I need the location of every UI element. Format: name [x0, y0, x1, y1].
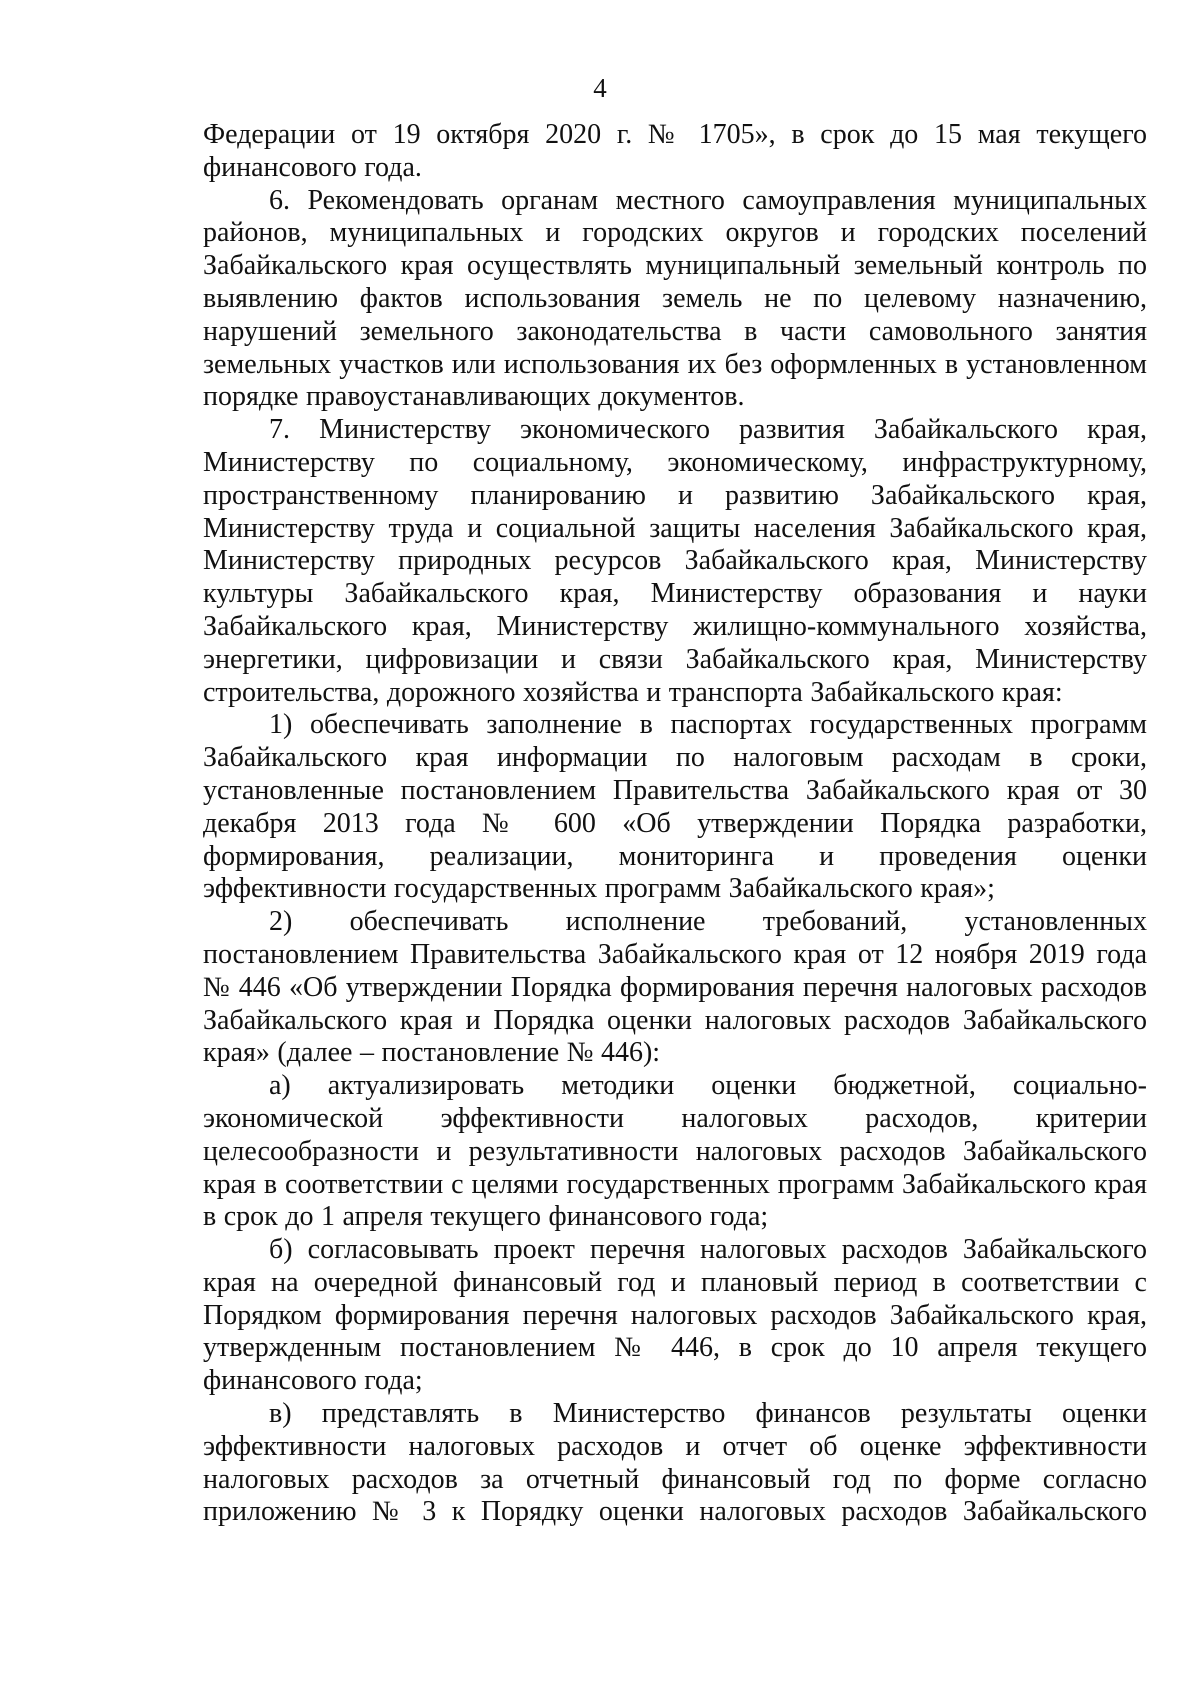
paragraph-continuation: Федерации от 19 октября 2020 г. № 1705», в срок до 15 мая текущего финансового года. — [203, 119, 1147, 183]
paragraph-item-6: 6. Рекомендовать органам местного самоуправления муниципальных районов, муниципальных и городских округов и городских поселений Забайкальского края осуществлять муниципальный земельный контроль по выявлению фактов использования земель не по целевому назначению, нарушений земельного законодательства в части самовольного занятия земельных участков или использования их без оформленных в установленном порядке правоустанавливающих документов. — [203, 184, 1147, 413]
page-number: 4 — [593, 73, 607, 103]
paragraph-subitem-1: 1) обеспечивать заполнение в паспортах государственных программ Забайкальского края информации по налоговым расходам в сроки, установленные постановлением Правительства Забайкальского края от 30 декабря 2013 года № 600 «Об утверждении Порядка разработки, формирования, реализации, мониторинга и проведения оценки эффективности государственных программ Забайкальского края»; — [203, 709, 1147, 905]
paragraph-item-7: 7. Министерству экономического развития Забайкальского края, Министерству по социальному, экономическому, инфраструктурному, пространственному планированию и развитию Забайкальского края, Министерству труда и социальной защиты населения Забайкальского края, Министерству природных ресурсов Забайкальского края, Министерству культуры Забайкальского края, Министерству образования и науки Забайкальского края, Министерству жилищно-коммунального хозяйства, энергетики, цифровизации и связи Забайкальского края, Министерству строительства, дорожного хозяйства и транспорта Забайкальского края: — [203, 414, 1147, 708]
document-body — [203, 119, 1147, 1529]
page-number-container — [0, 72, 1200, 104]
paragraph-subitem-2: 2) обеспечивать исполнение требований, установленных постановлением Правительства Забайкальского края от 12 ноября 2019 года № 446 «Об утверждении Порядка формирования перечня налоговых расходов Забайкальского края и Порядка оценки налоговых расходов Забайкальского края» (далее – постановление № 446): — [203, 906, 1147, 1069]
paragraph-subitem-v: в) представлять в Министерство финансов результаты оценки эффективности налоговых расходов и отчет об оценке эффективности налоговых расходов за отчетный финансовый год по форме согласно приложению № 3 к Порядку оценки налоговых расходов Забайкальского — [203, 1398, 1147, 1528]
paragraph-subitem-b: б) согласовывать проект перечня налоговых расходов Забайкальского края на очередной финансовый год и плановый период в соответствии с Порядком формирования перечня налоговых расходов Забайкальского края, утвержденным постановлением № 446, в срок до 10 апреля текущего финансового года; — [203, 1234, 1147, 1397]
paragraph-subitem-a: а) актуализировать методики оценки бюджетной, социально-экономической эффективности налоговых расходов, критерии целесообразности и результативности налоговых расходов Забайкальского края в соответствии с целями государственных программ Забайкальского края в срок до 1 апреля текущего финансового года; — [203, 1070, 1147, 1233]
